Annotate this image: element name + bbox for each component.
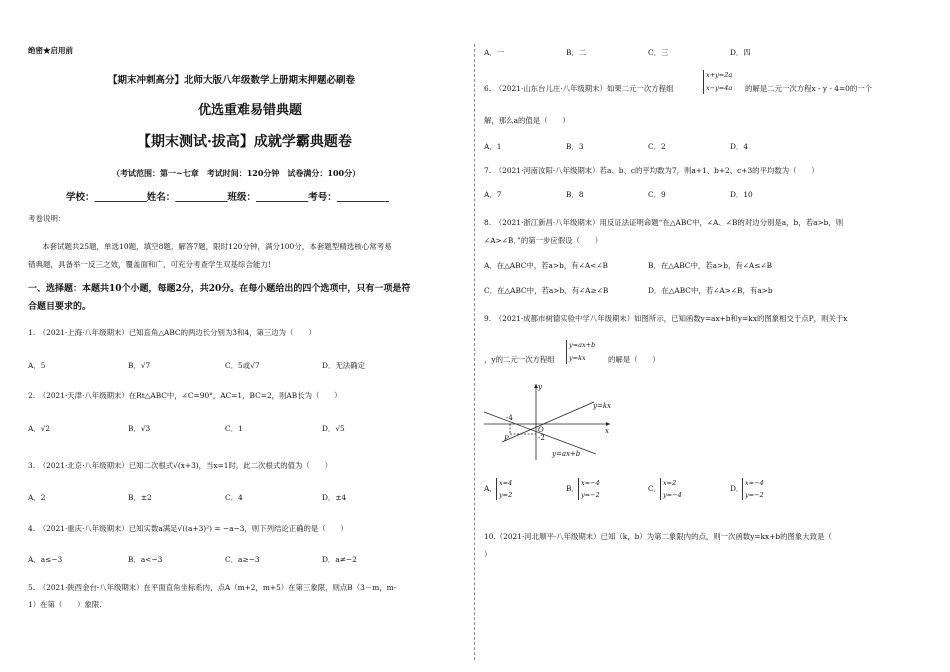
q7-stem: 7. （2021·河南汝阳·八年级期末）若a、b、c的平均数为7，则a+1、b+2、c+3的平均数为（ ） [484, 166, 819, 175]
q6-option-d: D．4 [730, 142, 749, 151]
q9-option-a-brace [496, 478, 497, 500]
q5-option-d: D．四 [730, 48, 751, 57]
q9-system-eq1: y=ax+b [569, 341, 596, 349]
q1-option-b: B．√7 [128, 361, 151, 370]
q9-stem-line-2: ，y的二元一次方程组 [484, 355, 555, 364]
q9-option-c-eq1: x=2 [663, 479, 677, 487]
q6-stem-post: 的解是二元一次方程x - y - 4=0的一个 [745, 84, 873, 93]
q2-option-d: D．√5 [322, 424, 345, 433]
q7-option-d: D．10 [730, 190, 753, 199]
q6-system-eq2: x−y=4a [706, 84, 733, 92]
q4-option-d: D．a≠−2 [322, 555, 357, 564]
q9-option-c-brace [660, 478, 661, 500]
subtitle: 优选重难易错典题 [198, 103, 303, 118]
q4-stem: 4. （2021·重庆·八年级期末）已知实数a满足√((a+3)²) = −a−3，则下列结论正确的是（ ） [28, 524, 348, 533]
q9-stem-line-1: 9. （2021·成都市树德实验中学八年级期末）如图所示，已知函数y=ax+b和y=kx的图象相交于点P，则关于x [484, 314, 848, 323]
q3-stem: 3. （2021·北京·八年级期末）已知二次根式√(x+3)，当x=1时，此二次根式的值为（ ） [28, 461, 332, 470]
q5-option-b: B．二 [566, 48, 587, 57]
q9-stem-line-3: 的解是（ ） [608, 355, 660, 364]
q9-system-brace [566, 340, 567, 364]
q1-option-a: A．5 [28, 361, 46, 370]
q9-option-c-eq2: y=−4 [663, 491, 682, 499]
q2-option-a: A．√2 [28, 424, 51, 433]
x-axis-arrow [606, 422, 610, 426]
q7-option-a: A．7 [484, 190, 502, 199]
label-y-ax-b: y=ax+b [552, 450, 581, 458]
q6-option-a: A．1 [484, 142, 502, 151]
q4-option-a: A．a≤−3 [28, 555, 63, 564]
q8-option-c: C．在△ABC中，若a>b，有∠A≥∠B [484, 286, 609, 295]
section-title-1: 一、选择题：本题共10个小题，每题2分，共20分。在每小题给出的四个选项中，只有一项是符 [28, 284, 411, 294]
q8-option-d: D．在△ABC中，若∠A>∠B，有a>b [648, 286, 773, 295]
exam-scope: （考试范围：第一~七章 考试时间：120分钟 试卷满分：100分） [112, 168, 361, 178]
q9-option-d-letter: D． [730, 484, 744, 493]
q2-option-b: B．√3 [128, 424, 151, 433]
label-minus-4: -4 [506, 414, 513, 422]
notes-title: 考卷说明： [28, 214, 66, 223]
q9-option-b-eq2: y=−2 [581, 491, 600, 499]
q1-stem: 1. （2021·上海·八年级期末）已知直角△ABC的两边长分别为3和4，第三边为（ ） [28, 328, 316, 337]
q6-option-b: B．3 [566, 142, 584, 151]
q10-stem-line-1: 10.（2021·河北顺平·八年级期末）已知（k，b）为第二象限内的点，则一次函数y=kx+b的图象大致是（ [484, 532, 832, 541]
q8-option-a: A．在△ABC中，若a>b，有∠A<∠B [484, 261, 608, 270]
notes-line-2: 错典题，具备举一反三之效，覆盖面和广，可充分考查学生双基综合能力! [28, 260, 272, 269]
q7-option-b: B．8 [566, 190, 584, 199]
q6-stem-line-2: 解，那么a的值是（ ） [484, 116, 570, 125]
q9-option-d-eq1: x=−4 [745, 479, 764, 487]
q9-option-a-eq2: y=2 [499, 491, 513, 499]
q9-option-a-letter: A． [484, 484, 497, 493]
q10-stem-line-2: ） [484, 550, 492, 559]
q5-stem-line-2: 1）在第（ ）象限. [28, 600, 102, 609]
q3-option-b: B．±2 [128, 493, 152, 502]
secret-label: 绝密★启用前 [28, 46, 73, 55]
student-info-fields: 学校：___________姓名：___________班级：___________考号：___________ [66, 192, 390, 203]
q9-option-a-eq1: x=4 [499, 479, 513, 487]
q4-option-c: C．a≥−3 [225, 555, 260, 564]
column-divider [474, 44, 475, 660]
q5-option-a: A．一 [484, 48, 505, 57]
q9-function-graph [480, 380, 620, 462]
q9-option-d-brace [742, 478, 743, 500]
q9-option-c-letter: C． [648, 484, 662, 493]
q6-option-c: C．2 [648, 142, 666, 151]
exam-title: 【期末测试·拔高】成就学霸典题卷 [137, 134, 352, 150]
label-origin: O [538, 426, 544, 434]
q4-option-b: B．a<−3 [128, 555, 163, 564]
q3-option-c: C．4 [225, 493, 243, 502]
label-x-axis: x [605, 427, 609, 435]
q9-option-b-letter: B． [566, 484, 579, 493]
q9-option-b-eq1: x=−4 [581, 479, 600, 487]
q7-option-c: C．9 [648, 190, 666, 199]
q5-stem-line-1: 5. （2021·陕西金台·八年级期末）在平面直角坐标系内，点A（m+2，m+5）在第三象限，则点B（3－m，m- [28, 583, 397, 592]
q2-option-c: C．1 [225, 424, 243, 433]
q9-system-eq2: y=kx [569, 354, 586, 362]
q9-option-b-brace [578, 478, 579, 500]
section-title-2: 合题目要求的。 [28, 302, 92, 312]
q5-option-c: C．三 [648, 48, 669, 57]
label-point-p: P [504, 435, 509, 443]
q1-option-c: C．5或√7 [225, 361, 260, 370]
q8-stem-line-1: 8. （2021·浙江新昌·八年级期末）用反证法证明命题“在△ABC中，∠A、∠B的对边分别是a，b，若a>b，则 [484, 218, 844, 227]
q3-option-a: A．2 [28, 493, 46, 502]
q8-option-b: B．在△ABC中，若a>b，有∠A≤∠B [648, 261, 773, 270]
label-minus-2: -2 [538, 434, 545, 442]
q6-system-brace [703, 70, 704, 94]
q8-stem-line-2: ∠A>∠B．”的第一步应假设（ ） [484, 236, 603, 245]
q3-option-d: D．±4 [322, 493, 347, 502]
exam-series-title: 【期末冲刺高分】北师大版八年级数学上册期末押题必刷卷 [108, 75, 356, 86]
label-y-axis: y [538, 383, 542, 391]
q9-option-d-eq2: y=−2 [745, 491, 764, 499]
q1-option-d: D．无法确定 [322, 361, 365, 370]
notes-line-1: 本套试题共25题，单选10题，填空8题，解答7题，限时120分钟，满分100分，本套题型精选核心常考易 [42, 242, 392, 251]
q6-system-eq1: x+y=2a [706, 71, 733, 79]
label-y-kx: y=kx [593, 402, 612, 410]
q6-stem-pre: 6. （2021·山东台儿庄·八年级期末）如果二元一次方程组 [484, 84, 674, 93]
q2-stem: 2. （2021·天津·八年级期末）在Rt△ABC中，∠C=90°，AC=1，BC=2，则AB长为（ ） [28, 391, 342, 400]
